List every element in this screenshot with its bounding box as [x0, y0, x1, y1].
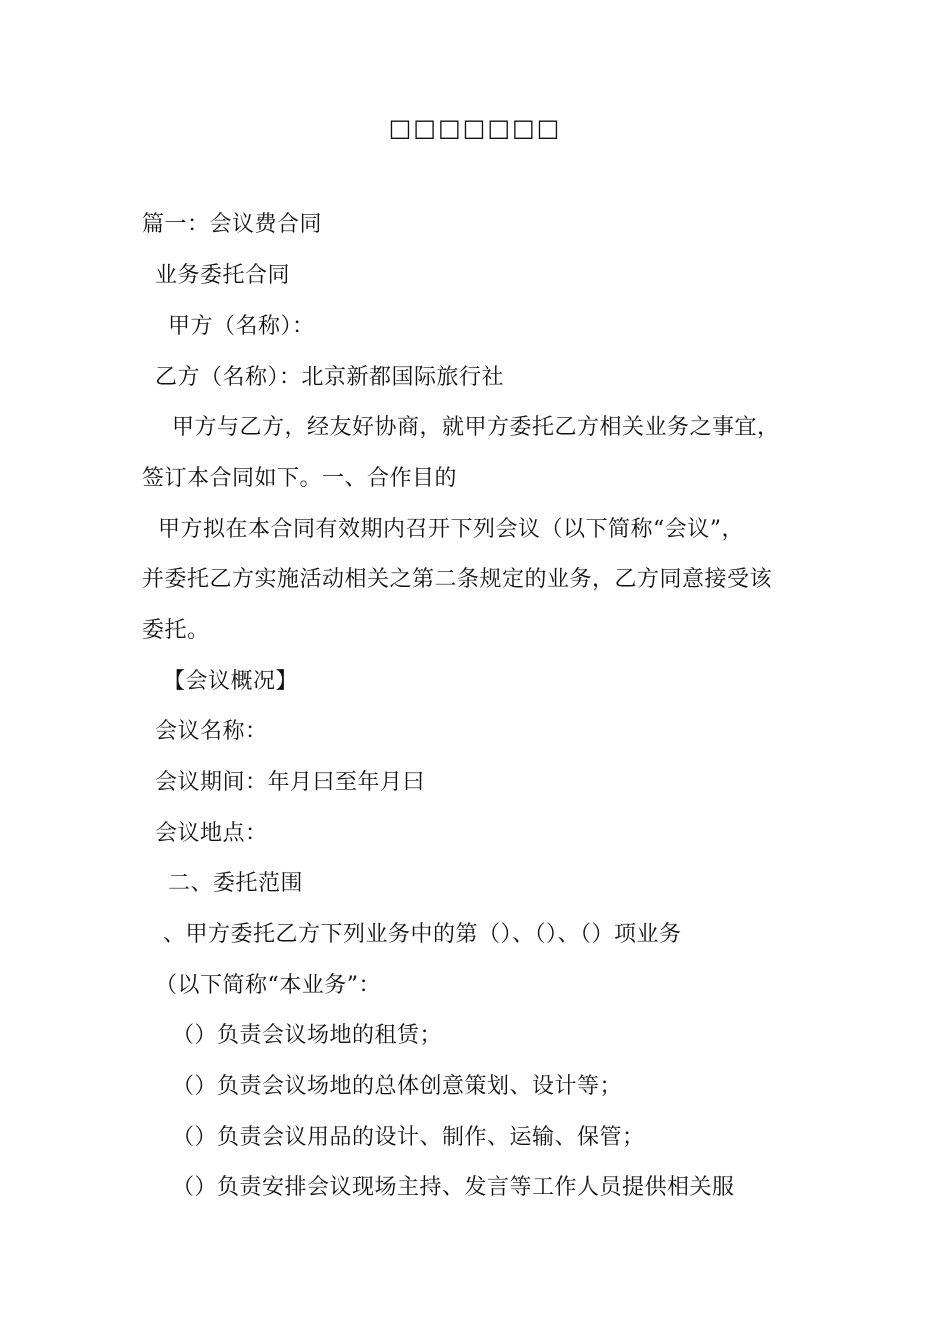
document-title: □□□□□□□ — [388, 114, 562, 142]
paragraph-line: 、甲方委托乙方下列业务中的第（）、（）、（）项业务 — [163, 922, 682, 947]
paragraph-line: 并委托乙方实施活动相关之第二条规定的业务，乙方同意接受该 — [142, 567, 773, 592]
paragraph-line: 签订本合同如下。一、合作目的 — [142, 466, 458, 491]
list-item: （）负责会议用品的设计、制作、运输、保管； — [172, 1125, 645, 1150]
paragraph-line: 会议期间：年月曰至年月曰 — [155, 770, 426, 795]
list-item: （）负责会议场地的总体创意策划、设计等； — [172, 1074, 623, 1099]
paragraph-line: 甲方（名称）： — [168, 314, 315, 339]
paragraph-line: 会议地点： — [155, 821, 268, 846]
paragraph-line: 委托。 — [142, 618, 210, 643]
paragraph-line: （以下简称“本业务”： — [155, 973, 381, 998]
paragraph-line: 会议名称： — [155, 719, 268, 744]
paragraph-line: 甲方拟在本合同有效期内召开下列会议（以下简称“会议”， — [158, 517, 744, 542]
section-heading: 篇一：会议费合同 — [142, 212, 323, 237]
paragraph-line: 业务委托合同 — [155, 263, 291, 288]
list-item: （）负责安排会议现场主持、发言等工作人员提供相关服 — [172, 1175, 735, 1200]
section-heading: 二、委托范围 — [168, 871, 304, 896]
paragraph-line: 乙方（名称）：北京新都国际旅行社 — [155, 365, 505, 390]
list-item: （）负责会议场地的租赁； — [172, 1023, 443, 1048]
paragraph-line: 甲方与乙方，经友好协商，就甲方委托乙方相关业务之事宜， — [172, 415, 780, 440]
section-heading: 【会议概况】 — [163, 669, 299, 694]
